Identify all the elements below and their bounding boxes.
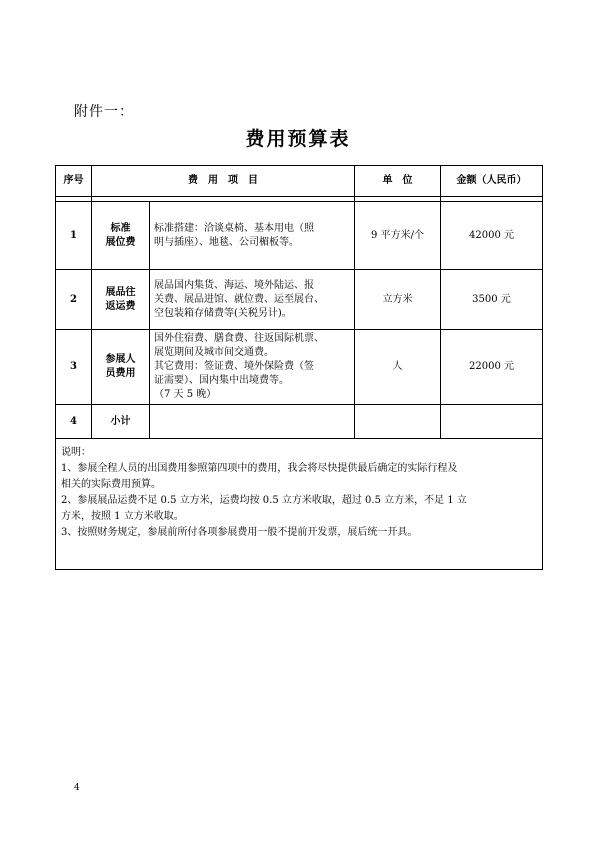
row-amount: 22000 元 [441,330,543,405]
cell-line: 国外住宿费、膳食费、往返国际机票、 [154,333,324,344]
row-amount: 42000 元 [441,202,543,270]
cell-line: 空包装箱存储费等(关税另计)。 [154,307,292,319]
budget-table [55,165,543,570]
cell-line: 参展人 [105,354,136,365]
row-name [92,270,150,330]
table-row [56,270,543,330]
header-amount: 金额（人民币） [441,166,543,197]
cell-line: 返运费 [105,300,136,312]
cell-line: 标准 [110,222,131,234]
header-item: 费 用 项 目 [92,166,355,197]
note-line: 3、按照财务规定，参展前所付各项参展费用一般不提前开发票，展后统一开具。 [61,527,418,538]
cell-line: 标准搭建：洽谈桌椅、基本用电（照 [154,222,314,234]
cell-line: 小计 [110,415,131,427]
notes-cell [56,439,543,570]
header-unit: 单 位 [355,166,441,197]
row-unit: 人 [355,330,441,405]
row-description [150,270,355,330]
table-row [56,202,543,270]
row-description [150,330,355,405]
row-amount: 3500 元 [441,270,543,330]
row-amount [441,405,543,439]
cell-line: 关费、展品进馆、就位费、运至展台、 [154,293,324,305]
row-name [92,405,150,439]
header-no: 序号 [56,166,92,197]
cell-line: 其它费用：签证费、境外保险费（签 [154,361,314,372]
cell-line: 展览期间及城市间交通费。 [154,347,274,358]
cell-line: 明与插座）、地毯、公司楣板等。 [154,236,299,248]
table-row [56,330,543,405]
cell-line: 员费用 [105,368,136,379]
note-line: 1、参展全程人员的出国费用参照第四项中的费用，我会将尽快提供最后确定的实际行程及 [61,463,458,474]
row-name [92,202,150,270]
note-line: 方米，按照 1 立方米收取。 [61,511,184,522]
note-line: 相关的实际费用预算。 [61,479,161,490]
page-number: 4 [74,783,80,793]
note-line: 说明： [61,447,91,458]
cell-line: 证需要）、国内集中出境费等。 [154,375,289,386]
row-number: 1 [56,202,92,270]
row-description [150,202,355,270]
cell-line: 展品往 [105,286,136,298]
row-number: 4 [56,405,92,439]
row-description [150,405,355,439]
row-unit: 立方米 [355,270,441,330]
note-line: 2、参展展品运费不足 0.5 立方米，运费均按 0.5 立方米收取，超过 0.5 立方米，不足 1 立 [61,495,467,506]
notes-row [56,439,543,570]
row-unit [355,405,441,439]
row-unit: 9 平方米/个 [355,202,441,270]
cell-line: 展品国内集货、海运、境外陆运、报 [154,279,314,291]
table-header-row [56,166,543,197]
cell-line: （7 天 5 晚） [154,389,217,400]
row-number: 2 [56,270,92,330]
cell-line: 展位费 [105,236,136,248]
attachment-label: 附件一： [74,104,134,120]
table-row [56,405,543,439]
row-number: 3 [56,330,92,405]
page-title: 费用预算表 [245,128,351,150]
row-name [92,330,150,405]
